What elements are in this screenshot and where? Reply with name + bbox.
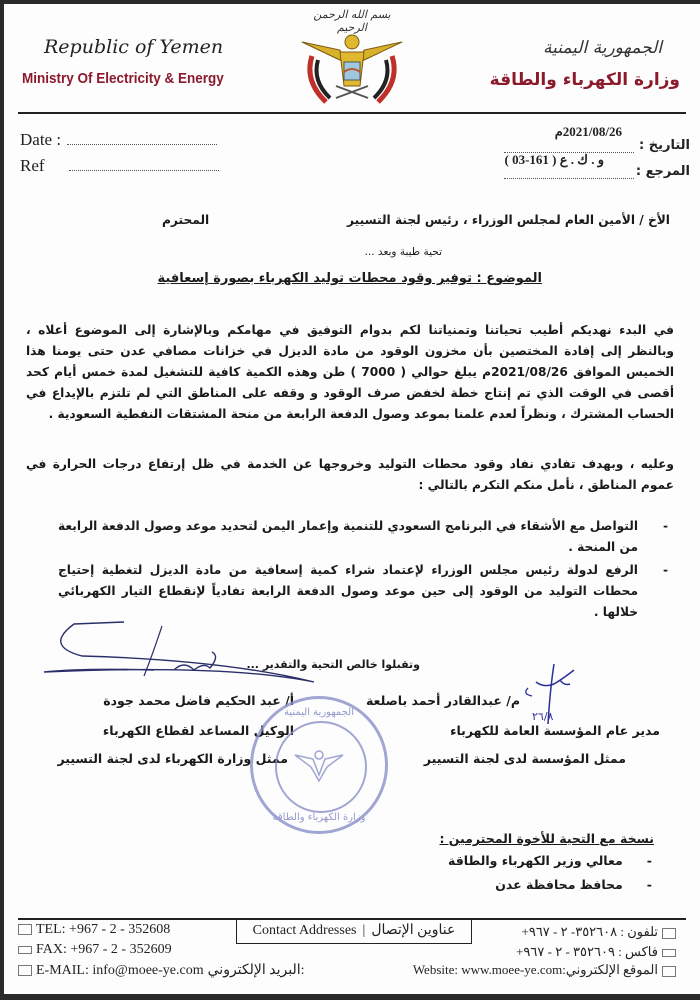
en-ref-field xyxy=(20,156,219,176)
footer-fax-en: FAX: +967 - 2 - 352609 xyxy=(14,942,172,958)
en-ministry-title: Ministry Of Electricity & Energy xyxy=(22,70,224,87)
request-list xyxy=(58,516,678,623)
basmala-text: بسم الله الرحمن الرحيم xyxy=(313,8,391,34)
stamp-bottom-text: وزارة الكهرباء والطاقة xyxy=(272,812,366,823)
contact-addresses-box: Contact Addresses | عناوين الإتصال xyxy=(236,918,472,944)
ar-ref-label: المرجع : xyxy=(635,164,690,179)
phone-icon xyxy=(662,928,676,939)
en-date-label: Date : xyxy=(20,130,62,149)
signatory-left-role: ممثل وزارة الكهرباء لدى لجنة التسيير xyxy=(57,751,288,766)
closing-line: وتقبلوا خالص التحية والتقدير ... xyxy=(246,658,420,671)
stamp-emblem-icon xyxy=(293,747,345,783)
signature-left-icon xyxy=(24,616,324,696)
en-date-field xyxy=(20,130,217,150)
en-ref-label: Ref xyxy=(20,156,45,175)
ref-value: و . ك . ع ( 161-03 ) xyxy=(504,152,604,167)
footer-tel-ar: تلفون : ٣٥٢٦٠٨- ٢ - ٩٦٧+ xyxy=(522,924,681,940)
header-divider xyxy=(18,112,686,114)
copy-recipient: -معالي وزير الكهرباء والطاقة xyxy=(448,853,652,868)
signatory-right-name: م/ عبدالقادر أحمد باصلعة xyxy=(365,693,520,708)
footer-tel-en: TEL: +967 - 2 - 352608 xyxy=(14,922,170,938)
envelope-icon xyxy=(662,966,676,977)
request-item: - التواصل مع الأشقاء في البرنامج السعودي للتنمية وإعمار اليمن لتحديد موعد وصول الدفعة الرابعة من المنحة . xyxy=(58,519,668,554)
signatory-left-title: الوكيل المساعد لقطاع الكهرباء xyxy=(102,723,294,738)
ar-country-title: الجمهورية اليمنية xyxy=(542,38,662,58)
signatory-right-title: مدير عام المؤسسة العامة للكهرباء xyxy=(450,723,660,738)
letter-page xyxy=(4,4,700,994)
greeting: تحية طيبة وبعد ... xyxy=(364,246,442,258)
signatory-left-name: أ/ عبد الحكيم فاضل محمد جودة xyxy=(103,693,294,708)
copies-heading: نسخة مع التحية للأخوة المحترمين : xyxy=(439,831,654,846)
date-value: 2021/08/26م xyxy=(554,124,622,139)
copy-recipient: -محافظ محافظة عدن xyxy=(495,877,652,892)
subject-line: الموضوع : توفير وقود محطات توليد الكهرباء بصورة إسعافية xyxy=(157,271,542,286)
handwritten-date: ٢٦/٨ xyxy=(532,710,554,723)
footer-email-en: E-MAIL: info@moee-ye.com البريد الإلكتروني: xyxy=(14,962,305,979)
footer-fax-ar: فاكس : ٣٥٢٦٠٩ - ٢ - ٩٦٧+ xyxy=(516,944,680,960)
contact-ar-label: عناوين الإتصال xyxy=(371,923,456,938)
website-link[interactable]: Website: www.moee-ye.com xyxy=(412,962,563,977)
paragraph-request-intro: وعليه ، وبهدف تفادي نفاد وقود محطات التوليد وخروجها عن الخدمة في ظل إرتفاع درجات الحرارة في عموم المناطق ، نأمل منكم التكرم بالتالي : xyxy=(26,457,674,492)
request-item: - الرفع لدولة رئيس مجلس الوزراء لإعتماد شراء كمية إسعافية من مادة الديزل لتغطية إحتياج محطات التوليد من الوقود إلى حين موعد وصول الدفعة الرابعة تفادياً لإنقطاع التيار الكهربائي خلالها . xyxy=(58,563,668,619)
yemen-eagle-emblem-icon xyxy=(300,26,404,106)
recipient: الأخ / الأمين العام لمجلس الوزراء ، رئيس لجنة التسيير xyxy=(347,213,670,227)
contact-en-label: Contact Addresses xyxy=(252,922,357,938)
phone-icon xyxy=(18,924,32,935)
envelope-icon xyxy=(18,965,32,976)
ar-ministry-title: وزارة الكهرباء والطاقة xyxy=(489,70,680,90)
official-stamp xyxy=(250,696,388,834)
footer-website: الموقع الإلكتروني:Website: www.moee-ye.com xyxy=(413,962,680,978)
fax-icon xyxy=(18,946,32,954)
en-country-title: Republic of Yemen xyxy=(44,36,224,58)
signatory-right-role: ممثل المؤسسة لدى لجنة التسيير xyxy=(423,751,626,766)
paragraph-intro: في البدء نهديكم أطيب تحياتنا وتمنياتنا لكم بدوام التوفيق في مهامكم وبالإشارة إلى الموضوع أعلاه ، وبالنظر إلى إفادة المختصين بأن مخزون الوقود من مادة الديزل في خزانات مصافي عدن حتى يومنا هذا الخميس الموافق 2021/08/26م يبلغ حوالي ( 7000 ) طن وهذه الكمية كافية للتشغيل لمدة خمس أيام كحد أقصى في الوقت الذي تم إنتاج خطة لخفض صرف الوقود و وقفه على المناطق التي لم تلتزم بالإيداع في الحساب المشترك ، ونظراً لعدم علمنا بموعد وصول الدفعة الرابعة من منحة المشتقات النفطية السعودية . xyxy=(26,323,675,421)
stamp-top-text: الجمهورية اليمنية xyxy=(283,707,354,718)
honorific: المحترم xyxy=(162,213,210,227)
fax-icon xyxy=(662,949,676,957)
ar-date-label: التاريخ : xyxy=(639,138,690,153)
